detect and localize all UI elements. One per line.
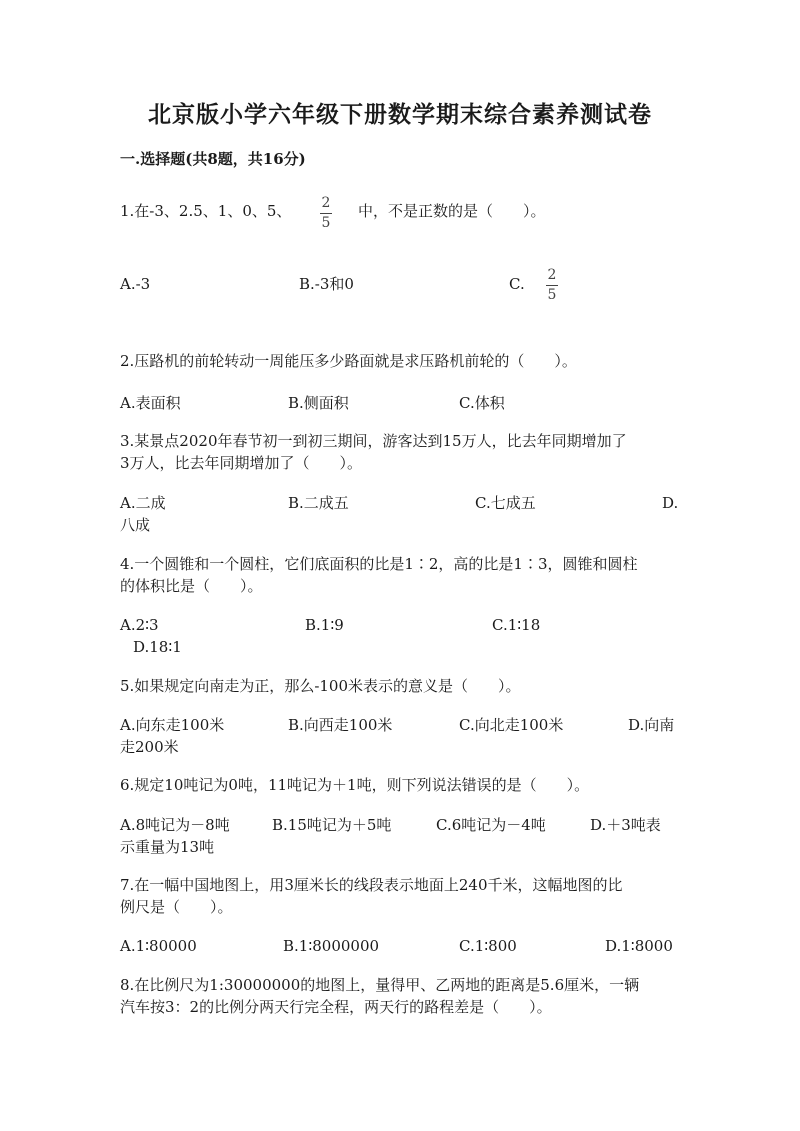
question-8-line-2: 汽车按3：2的比例分两天行完全程，两天行的路程差是（ ）。 <box>120 998 552 1016</box>
q2-option-b[interactable]: B.侧面积 <box>288 394 349 412</box>
page-title: 北京版小学六年级下册数学期末综合素养测试卷 <box>148 101 652 128</box>
fraction-bar <box>320 213 332 214</box>
q3-option-d[interactable]: D. <box>662 494 679 512</box>
q4-option-a[interactable]: A.2∶3 <box>120 616 159 634</box>
question-1-text-after: 中，不是正数的是（ ）。 <box>358 202 546 220</box>
q5-option-a[interactable]: A.向东走100米 <box>120 716 225 734</box>
q1-option-b[interactable]: B.-3和0 <box>299 275 354 293</box>
q6-option-b[interactable]: B.15吨记为＋5吨 <box>272 816 392 834</box>
fraction-denominator: 5 <box>321 215 331 231</box>
question-4-line-1: 4.一个圆锥和一个圆柱，它们底面积的比是1∶2，高的比是1∶3，圆锥和圆柱 <box>120 555 638 573</box>
q2-option-a[interactable]: A.表面积 <box>120 394 181 412</box>
fraction-denominator: 5 <box>547 287 557 303</box>
q4-option-d[interactable]: D.18∶1 <box>133 638 182 656</box>
question-1-fraction <box>320 196 332 231</box>
q3-option-b[interactable]: B.二成五 <box>288 494 349 512</box>
q3-option-d-wrap: 八成 <box>120 516 151 534</box>
fraction-bar <box>546 285 558 286</box>
q5-option-b[interactable]: B.向西走100米 <box>288 716 393 734</box>
q3-option-c[interactable]: C.七成五 <box>475 494 536 512</box>
q1-option-c-fraction <box>546 268 558 303</box>
q4-option-b[interactable]: B.1∶9 <box>305 616 344 634</box>
question-7-line-1: 7.在一幅中国地图上，用3厘米长的线段表示地面上240千米，这幅地图的比 <box>120 876 623 894</box>
q7-option-b[interactable]: B.1∶8000000 <box>283 937 380 955</box>
q6-option-d-wrap: 示重量为13吨 <box>120 838 215 856</box>
q3-option-a[interactable]: A.二成 <box>120 494 166 512</box>
fraction-numerator: 2 <box>547 267 557 283</box>
q7-option-c[interactable]: C.1∶800 <box>459 937 517 955</box>
question-7-line-2: 例尺是（ ）。 <box>120 898 233 916</box>
question-8-line-1: 8.在比例尺为1:30000000的地图上，量得甲、乙两地的距离是5.6厘米，一辆 <box>120 976 640 994</box>
question-6: 6.规定10吨记为0吨，11吨记为＋1吨，则下列说法错误的是（ ）。 <box>120 776 590 794</box>
question-4-line-2: 的体积比是（ ）。 <box>120 577 263 595</box>
q4-option-c[interactable]: C.1∶18 <box>492 616 541 634</box>
question-1-text-before: 1.在-3、2.5、1、0、5、 <box>120 202 292 220</box>
question-3-line-2: 3万人，比去年同期增加了（ ）。 <box>120 454 363 472</box>
q5-option-d[interactable]: D.向南 <box>628 716 675 734</box>
q5-option-c[interactable]: C.向北走100米 <box>459 716 564 734</box>
q2-option-c[interactable]: C.体积 <box>459 394 505 412</box>
q5-option-d-wrap: 走200米 <box>120 738 179 756</box>
q6-option-d[interactable]: D.＋3吨表 <box>590 816 661 834</box>
q7-option-a[interactable]: A.1∶80000 <box>120 937 197 955</box>
q6-option-c[interactable]: C.6吨记为－4吨 <box>436 816 546 834</box>
q7-option-d[interactable]: D.1∶8000 <box>605 937 673 955</box>
question-5: 5.如果规定向南走为正，那么-100米表示的意义是（ ）。 <box>120 677 521 695</box>
question-3-line-1: 3.某景点2020年春节初一到初三期间，游客达到15万人，比去年同期增加了 <box>120 432 627 450</box>
section-heading: 一.选择题(共8题，共16分) <box>120 150 306 168</box>
fraction-numerator: 2 <box>321 195 331 211</box>
q1-option-c[interactable]: C. <box>509 275 525 293</box>
question-2: 2.压路机的前轮转动一周能压多少路面就是求压路机前轮的（ ）。 <box>120 352 577 370</box>
q1-option-a[interactable]: A.-3 <box>120 275 151 293</box>
q6-option-a[interactable]: A.8吨记为－8吨 <box>120 816 230 834</box>
